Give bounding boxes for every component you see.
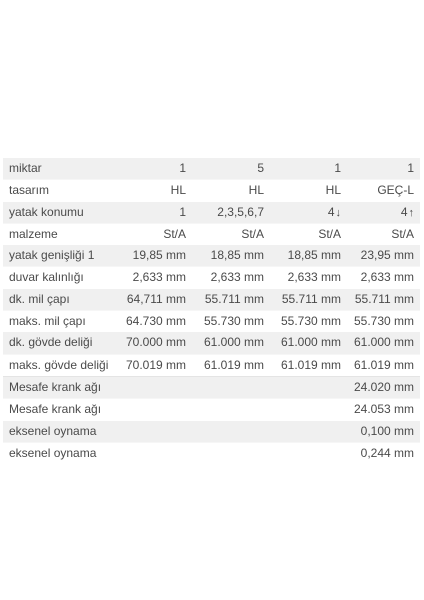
cell: 23,95 mm [360, 248, 414, 263]
cell-value: 4 [327, 204, 335, 219]
row-label: yatak konumu [9, 204, 84, 219]
cell: HL [170, 183, 186, 198]
cell: HL [248, 183, 264, 198]
cell [343, 202, 420, 223]
table-row-wall-thickness [3, 266, 420, 288]
cell: 0,100 mm [360, 423, 414, 438]
row-label: maks. mil çapı [9, 314, 86, 329]
cell: 55.730 mm [203, 314, 264, 329]
table-row-max-housing-bore [3, 354, 420, 376]
cell: 61.000 mm [203, 335, 264, 350]
cell: 55.711 mm [204, 291, 264, 306]
table-row-axial-play-1 [3, 421, 420, 442]
row-label: tasarım [9, 183, 50, 198]
cell: 61.000 mm [280, 335, 341, 350]
row-label: eksenel oynama [9, 445, 97, 460]
cell: 61.019 mm [353, 357, 414, 372]
table-row-min-shaft-diameter [3, 289, 420, 310]
cell: 70.019 mm [125, 357, 186, 372]
cell: GEÇ-L [377, 183, 414, 198]
cell: St/A [318, 226, 341, 241]
cell-value: 4 [400, 204, 408, 219]
table-row-crank-web-distance-2 [3, 398, 420, 420]
arrow-up-icon: ↑ [408, 206, 414, 219]
table-row-bearing-width [3, 245, 420, 266]
row-label: duvar kalınlığı [9, 270, 84, 285]
row-label: miktar [9, 161, 42, 175]
cell: St/A [391, 226, 414, 241]
cell: 64,711 mm [126, 291, 186, 306]
cell: 55.711 mm [354, 291, 414, 306]
row-label: Mesafe krank ağı [9, 379, 102, 394]
cell: 55.711 mm [281, 291, 341, 306]
cell: 1 [179, 161, 186, 175]
row-label: malzeme [9, 226, 58, 241]
cell: 2,633 mm [360, 270, 414, 285]
cell: 5 [257, 161, 264, 175]
table-row-design [3, 179, 420, 201]
cell: 2,633 mm [132, 270, 186, 285]
row-label: maks. gövde deliği [9, 357, 109, 372]
table-row-axial-play-2 [3, 442, 420, 464]
cell: 61.019 mm [203, 357, 264, 372]
cell [266, 202, 343, 223]
table-row-bearing-position [3, 202, 420, 223]
row-label: Mesafe krank ağı [9, 402, 102, 417]
row-label: dk. mil çapı [9, 291, 70, 306]
table-row-min-housing-bore [3, 332, 420, 353]
cell: 70.000 mm [125, 335, 186, 350]
cell: 55.730 mm [353, 314, 414, 329]
cell: 1 [407, 161, 414, 175]
cell: 18,85 mm [287, 248, 341, 263]
cell: 55.730 mm [280, 314, 341, 329]
cell: 2,3,5,6,7 [217, 204, 264, 219]
row-label: eksenel oynama [9, 423, 97, 438]
table-row-quantity [3, 158, 420, 179]
arrow-down-icon: ↓ [335, 206, 341, 219]
cell: 24.020 mm [353, 379, 414, 394]
cell: St/A [163, 226, 186, 241]
cell: HL [325, 183, 341, 198]
cell: 61.019 mm [280, 357, 341, 372]
cell: 18,85 mm [210, 248, 264, 263]
cell: St/A [241, 226, 264, 241]
table-row-max-shaft-diameter [3, 310, 420, 332]
row-label: dk. gövde deliği [9, 335, 93, 350]
cell: 61.000 mm [353, 335, 414, 350]
cell: 1 [334, 161, 341, 175]
cell: 2,633 mm [287, 270, 341, 285]
table-row-material [3, 223, 420, 245]
row-label: yatak genişliği 1 [9, 248, 95, 263]
cell: 1 [179, 204, 186, 219]
cell: 24.053 mm [353, 402, 414, 417]
bearing-spec-table [3, 158, 420, 464]
cell: 2,633 mm [210, 270, 264, 285]
cell: 0,244 mm [360, 445, 414, 460]
cell: 19,85 mm [132, 248, 186, 263]
table-row-crank-web-distance-1 [3, 376, 420, 398]
cell: 64.730 mm [125, 314, 186, 329]
